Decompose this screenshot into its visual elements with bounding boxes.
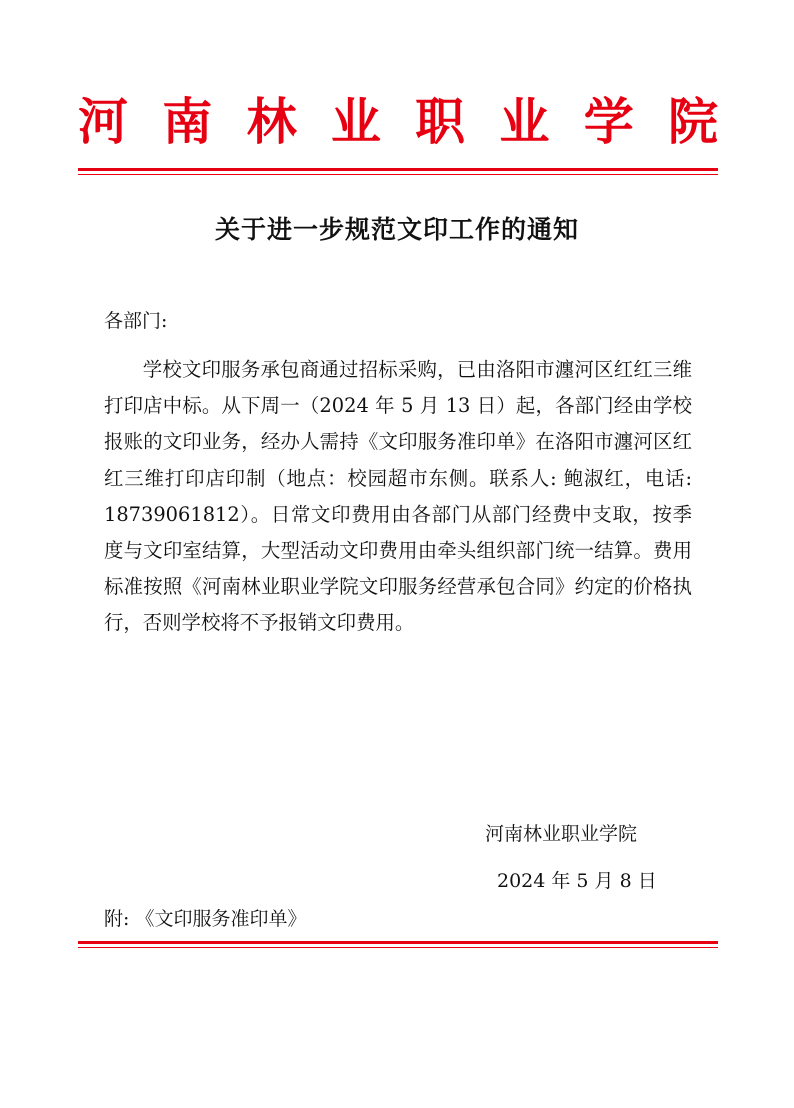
- letterhead-char: 院: [667, 92, 718, 151]
- letterhead-char: 业: [499, 92, 550, 151]
- letterhead-char: 职: [415, 92, 466, 151]
- letterhead-char: 业: [330, 92, 381, 151]
- header-rule-thin: [78, 174, 718, 175]
- signer: 河南林业职业学院: [485, 823, 638, 845]
- body-text: [104, 352, 692, 642]
- footer-rule-thin: [78, 947, 718, 948]
- footer-rule-thick: [78, 941, 718, 944]
- body-paragraph: 学校文印服务承包商通过招标采购，已由洛阳市瀍河区红红三维打印店中标。从下周一（2024 年 5 月 13 日）起，各部门经由学校报账的文印业务，经办人需持《文印服务准印单》在洛阳市瀍河区红红三维打印店印制（地点：校园超市东侧。联系人: 鲍淑红，电话: 18739061812）。日常文印费用由各部门从部门经费中支取，按季度与文印室结算，大型活动文印费用由牵头组织部门统一结算。费用标准按照《河南林业职业学院文印服务经营承包合同》约定的价格执行，否则学校将不予报销文印费用。: [104, 358, 692, 635]
- letterhead-char: 林: [246, 92, 297, 151]
- letterhead-char: 南: [162, 92, 213, 151]
- letterhead-char: 河: [78, 92, 128, 151]
- letterhead-char: 学: [583, 92, 634, 151]
- issue-date: 2024 年 5 月 8 日: [497, 870, 657, 892]
- salutation: 各部门:: [104, 310, 168, 332]
- document-title: 关于进一步规范文印工作的通知: [214, 215, 579, 244]
- letterhead-title: [78, 92, 718, 152]
- header-rule-thick: [78, 168, 718, 171]
- attachment-note: 附: 《文印服务准印单》: [104, 908, 307, 930]
